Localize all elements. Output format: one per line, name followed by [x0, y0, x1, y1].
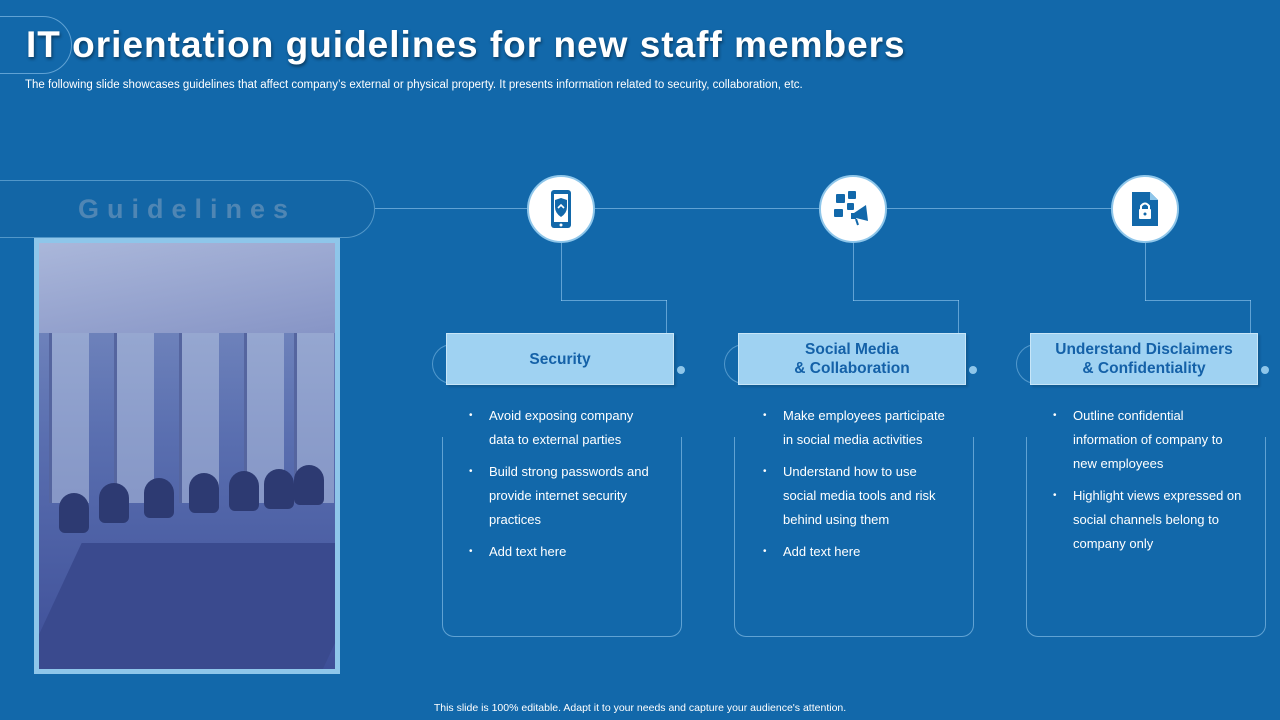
photo-person [59, 493, 89, 533]
page-title: IT orientation guidelines for new staff members [26, 24, 906, 65]
locked-document-icon [1111, 175, 1179, 243]
photo-window [114, 333, 154, 503]
list-item: • Add text here [763, 540, 953, 564]
connector-line [1145, 243, 1146, 301]
connector-line [666, 300, 667, 333]
section-label: Guidelines [78, 194, 297, 224]
list-item: • Build strong passwords and provide internet security practices [469, 460, 659, 532]
card-heading-text: Security [529, 350, 591, 368]
card-heading-security [446, 333, 674, 385]
list-item: • Add text here [469, 540, 659, 564]
card-dot [677, 366, 685, 374]
connector-line [375, 208, 1145, 209]
list-item: • Understand how to use social media tools and risk behind using them [763, 460, 953, 532]
photo-person [294, 465, 324, 505]
list-item: • Avoid exposing company data to external parties [469, 404, 659, 452]
card-dot [969, 366, 977, 374]
social-media-megaphone-icon [819, 175, 887, 243]
card-bullets-social-media [763, 404, 953, 572]
connector-line [1250, 300, 1251, 333]
connector-line [561, 243, 562, 301]
shield-phone-icon-graphic [543, 189, 579, 229]
photo-table [39, 543, 335, 669]
card-dot [1261, 366, 1269, 374]
photo-person [144, 478, 174, 518]
locked-document-icon-graphic [1130, 190, 1160, 228]
card-heading-text: Understand Disclaimers & Confidentiality [1055, 341, 1233, 377]
meeting-room-photo-frame [34, 238, 340, 674]
list-item: • Highlight views expressed on social channels belong to company only [1053, 484, 1243, 556]
list-item: • Make employees participate in social media activities [763, 404, 953, 452]
photo-person [264, 469, 294, 509]
connector-line [853, 300, 959, 301]
card-heading-text: Social Media & Collaboration [794, 341, 910, 377]
connector-line [958, 300, 959, 333]
social-media-megaphone-icon-graphic [834, 191, 872, 227]
connector-line [853, 243, 854, 301]
photo-window [49, 333, 89, 503]
card-heading-social-media [738, 333, 966, 385]
photo-ceiling [39, 243, 335, 333]
list-item: • Outline confidential information of company to new employees [1053, 404, 1243, 476]
footer-note: This slide is 100% editable. Adapt it to your needs and capture your audience's attention. [433, 702, 847, 714]
connector-line [561, 300, 667, 301]
meeting-room-photo [39, 243, 335, 669]
card-bullets-security [469, 404, 659, 572]
page-subtitle: The following slide showcases guidelines that affect company’s external or physical property. It presents information related to security, collaboration, etc. [25, 79, 803, 91]
photo-person [189, 473, 219, 513]
photo-person [99, 483, 129, 523]
card-heading-disclaimers [1030, 333, 1258, 385]
connector-line [1145, 300, 1251, 301]
shield-phone-icon [527, 175, 595, 243]
photo-person [229, 471, 259, 511]
card-bullets-disclaimers [1053, 404, 1243, 564]
